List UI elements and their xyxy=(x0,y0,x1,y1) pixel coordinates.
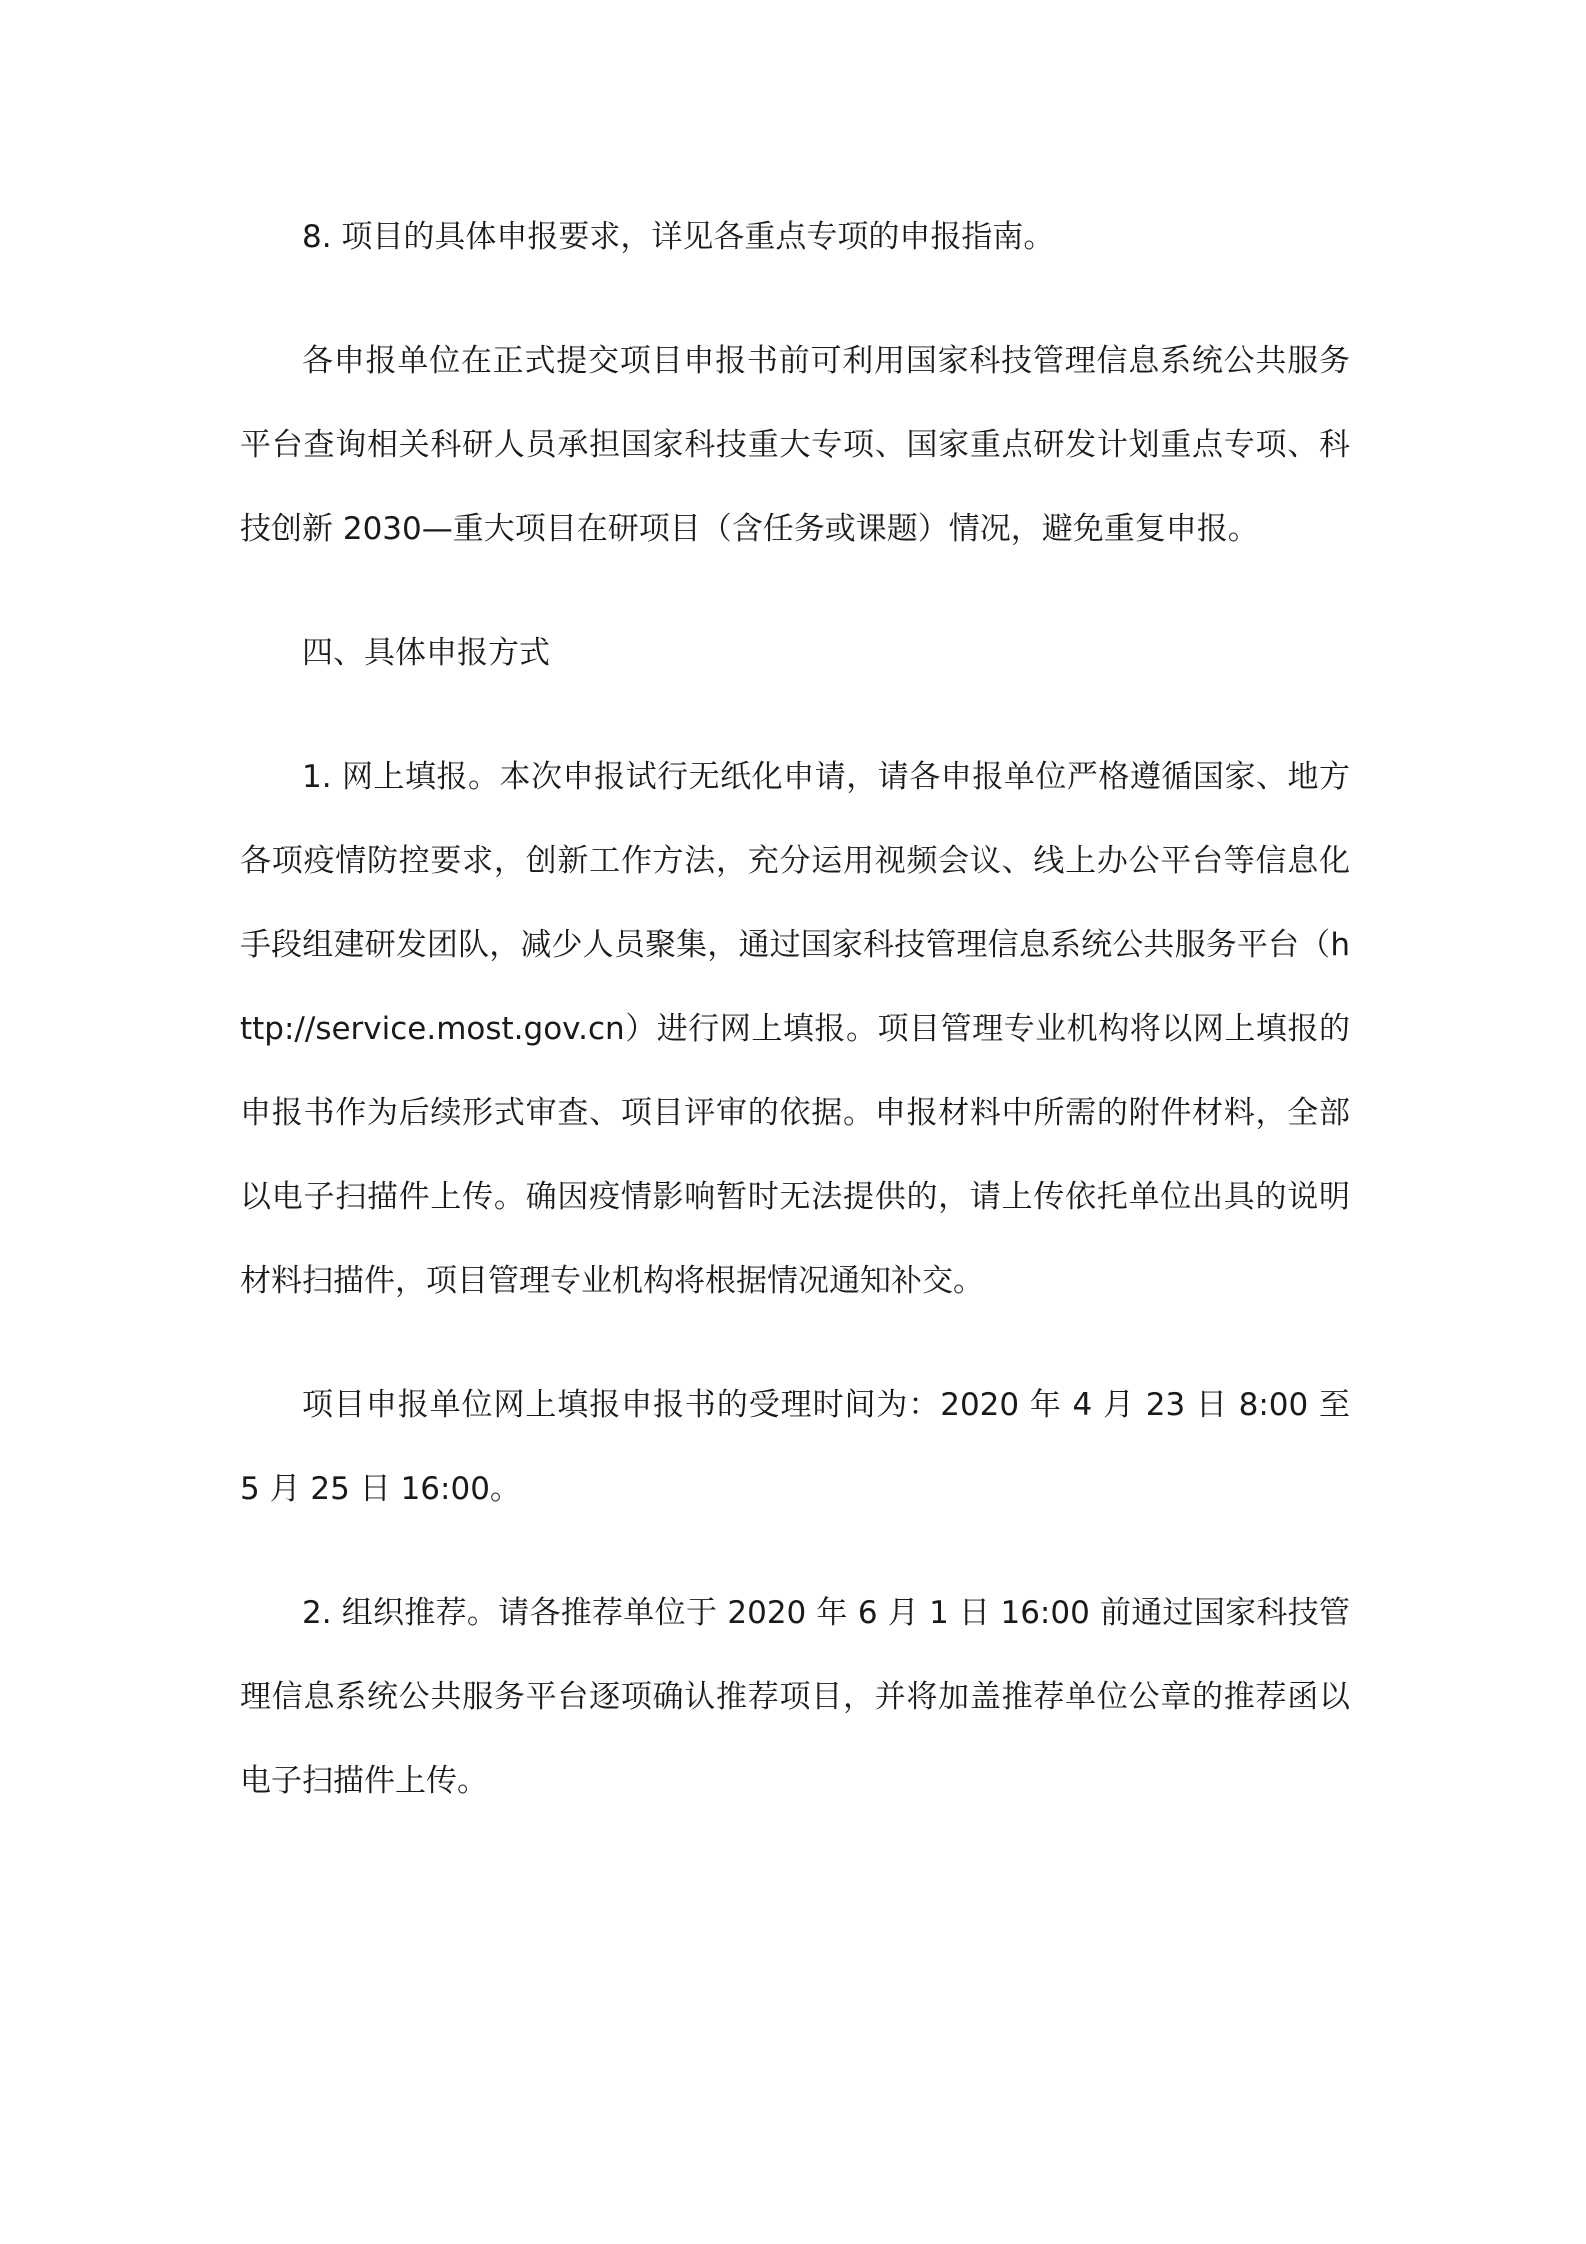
paragraph-recommendation: 2. 组织推荐。请各推荐单位于 2020 年 6 月 1 日 16:00 前通过国家科技管理信息系统公共服务平台逐项确认推荐项目，并将加盖推荐单位公章的推荐函以电子扫描件上传。 xyxy=(240,1595,1350,1799)
section-heading-application-method: 四、具体申报方式 xyxy=(302,635,550,671)
document-body xyxy=(240,195,1350,1863)
paragraph-item-8: 8. 项目的具体申报要求，详见各重点专项的申报指南。 xyxy=(302,219,1055,255)
paragraph-acceptance-time: 项目申报单位网上填报申报书的受理时间为：2020 年 4 月 23 日 8:00 至 5 月 25 日 16:00。 xyxy=(240,1387,1350,1507)
paragraph-duplicate-check: 各申报单位在正式提交项目申报书前可利用国家科技管理信息系统公共服务平台查询相关科研人员承担国家科技重大专项、国家重点研发计划重点专项、科技创新 2030—重大项目在研项目（含任务或课题）情况，避免重复申报。 xyxy=(240,343,1350,547)
paragraph-online-filing: 1. 网上填报。本次申报试行无纸化申请，请各申报单位严格遵循国家、地方各项疫情防控要求，创新工作方法，充分运用视频会议、线上办公平台等信息化手段组建研发团队，减少人员聚集，通过国家科技管理信息系统公共服务平台（http://service.most.gov.cn）进行网上填报。项目管理专业机构将以网上填报的申报书作为后续形式审查、项目评审的依据。申报材料中所需的附件材料，全部以电子扫描件上传。确因疫情影响暂时无法提供的，请上传依托单位出具的说明材料扫描件，项目管理专业机构将根据情况通知补交。 xyxy=(240,759,1350,1299)
